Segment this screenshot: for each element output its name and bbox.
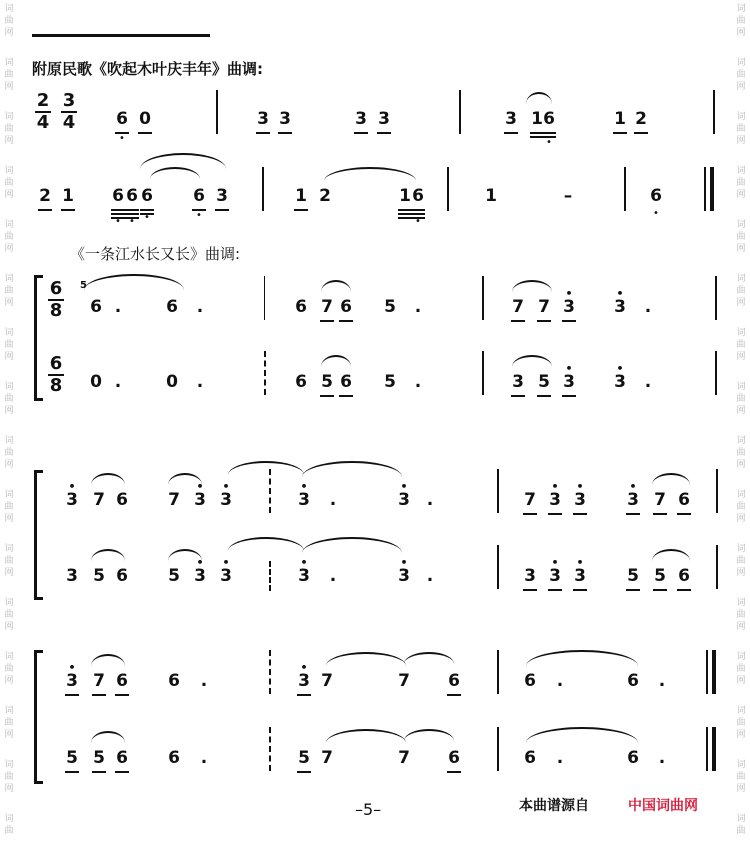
watermark-strip-right bbox=[734, 0, 748, 842]
bar-line bbox=[269, 650, 271, 694]
watermark-glyph: 网 bbox=[4, 676, 14, 686]
low-octave-dot: • bbox=[119, 133, 125, 144]
bar-line bbox=[497, 545, 499, 589]
note: 6 bbox=[541, 108, 557, 130]
watermark-glyph: 词 bbox=[4, 328, 14, 338]
note: • 3 bbox=[561, 296, 577, 318]
note: 6 bbox=[168, 671, 180, 691]
bar-line bbox=[447, 167, 449, 211]
time-signature: 6 8 bbox=[49, 278, 63, 321]
watermark-glyph: 词 bbox=[736, 112, 746, 122]
note: 1 bbox=[485, 186, 497, 206]
watermark-glyph: 词 bbox=[736, 4, 746, 14]
time-signature: 2 4 bbox=[36, 90, 50, 133]
bar-line bbox=[497, 727, 499, 771]
note: 6 bbox=[114, 108, 130, 130]
slur bbox=[652, 473, 690, 485]
note: 3 bbox=[503, 108, 519, 130]
bar-line bbox=[497, 469, 499, 513]
watermark-glyph: 词 bbox=[736, 58, 746, 68]
note: 5 bbox=[91, 747, 107, 769]
dot: . bbox=[556, 671, 564, 691]
note: 6 bbox=[166, 297, 178, 317]
slur bbox=[404, 652, 454, 664]
note: 7 bbox=[398, 671, 410, 691]
note: 6 bbox=[124, 185, 140, 207]
watermark-glyph: 网 bbox=[736, 82, 746, 92]
slur bbox=[140, 153, 226, 169]
note: 6 bbox=[114, 670, 130, 692]
watermark-glyph: 网 bbox=[4, 82, 14, 92]
watermark-glyph: 网 bbox=[736, 28, 746, 38]
note: • 3 bbox=[625, 489, 641, 511]
slur bbox=[526, 650, 638, 666]
watermark-glyph: 词 bbox=[4, 220, 14, 230]
watermark-glyph: 曲 bbox=[736, 340, 746, 350]
watermark-glyph: 网 bbox=[4, 460, 14, 470]
watermark-glyph: 曲 bbox=[736, 772, 746, 782]
note: 6 bbox=[116, 490, 128, 510]
note: 3 bbox=[353, 108, 369, 130]
final-bar-thin bbox=[704, 167, 706, 211]
bar-line bbox=[715, 276, 717, 320]
note: 5 bbox=[64, 747, 80, 769]
dot: . bbox=[644, 297, 652, 317]
low-octave-dot: • bbox=[115, 216, 121, 227]
watermark-glyph: 曲 bbox=[4, 664, 14, 674]
bar-line bbox=[216, 90, 218, 134]
note: 6 bbox=[446, 747, 462, 769]
note: • 3 bbox=[612, 371, 628, 393]
slur bbox=[321, 355, 351, 367]
watermark-glyph: 词 bbox=[4, 760, 14, 770]
watermark-glyph: 网 bbox=[736, 298, 746, 308]
watermark-glyph: 网 bbox=[736, 406, 746, 416]
note: 6 bbox=[295, 297, 307, 317]
note: • 3 bbox=[218, 489, 234, 511]
watermark-glyph: 曲 bbox=[736, 502, 746, 512]
watermark-glyph: 曲 bbox=[4, 772, 14, 782]
final-bar-thick bbox=[712, 650, 716, 694]
watermark-glyph: 词 bbox=[736, 274, 746, 284]
slur bbox=[512, 355, 552, 367]
watermark-glyph: 网 bbox=[736, 622, 746, 632]
final-bar-thick bbox=[710, 167, 714, 211]
watermark-glyph: 网 bbox=[4, 514, 14, 524]
watermark-glyph: 曲 bbox=[736, 826, 746, 836]
grace-note: 5 bbox=[80, 280, 87, 291]
bar-line bbox=[459, 90, 461, 134]
slur bbox=[526, 92, 552, 104]
note: 6 bbox=[410, 185, 426, 207]
slur bbox=[321, 280, 351, 292]
page-number: –5– bbox=[355, 800, 382, 819]
dot: . bbox=[329, 490, 337, 510]
note: 1 bbox=[397, 185, 413, 207]
watermark-glyph: 词 bbox=[736, 328, 746, 338]
watermark-strip-left bbox=[2, 0, 16, 842]
watermark-glyph: 曲 bbox=[736, 70, 746, 80]
watermark-glyph: 网 bbox=[4, 622, 14, 632]
note: 7 bbox=[321, 748, 333, 768]
note: 1 bbox=[612, 108, 628, 130]
slur bbox=[228, 537, 304, 551]
note: • 3 bbox=[296, 489, 312, 511]
watermark-glyph: 词 bbox=[4, 274, 14, 284]
note: 6 bbox=[650, 186, 662, 206]
watermark-glyph: 词 bbox=[4, 544, 14, 554]
bar-line bbox=[713, 90, 715, 134]
watermark-glyph: 词 bbox=[736, 598, 746, 608]
note: 7 bbox=[510, 296, 526, 318]
watermark-glyph: 曲 bbox=[4, 556, 14, 566]
watermark-glyph: 网 bbox=[4, 568, 14, 578]
note: • 3 bbox=[192, 489, 208, 511]
note: 6 bbox=[139, 185, 155, 207]
watermark-glyph: 网 bbox=[736, 514, 746, 524]
watermark-glyph: 网 bbox=[736, 352, 746, 362]
note: 7 bbox=[319, 296, 335, 318]
watermark-glyph: 词 bbox=[736, 760, 746, 770]
bar-line bbox=[264, 276, 265, 320]
final-bar-thick bbox=[712, 727, 716, 771]
watermark-glyph: 曲 bbox=[736, 286, 746, 296]
note: 1 bbox=[60, 185, 76, 207]
watermark-glyph: 词 bbox=[4, 706, 14, 716]
note: 6 bbox=[446, 670, 462, 692]
watermark-glyph: 网 bbox=[736, 676, 746, 686]
watermark-glyph: 词 bbox=[4, 166, 14, 176]
watermark-glyph: 网 bbox=[4, 352, 14, 362]
bar-line bbox=[264, 351, 266, 395]
slur bbox=[228, 461, 304, 475]
source-site-link[interactable]: 中国词曲网 bbox=[628, 798, 698, 814]
dot: . bbox=[196, 297, 204, 317]
watermark-glyph: 曲 bbox=[736, 610, 746, 620]
dot: . bbox=[426, 490, 434, 510]
system-brace bbox=[34, 470, 43, 600]
watermark-glyph: 词 bbox=[736, 436, 746, 446]
dot: . bbox=[658, 671, 666, 691]
note: 6 bbox=[627, 748, 639, 768]
watermark-glyph: 词 bbox=[4, 598, 14, 608]
watermark-glyph: 网 bbox=[4, 136, 14, 146]
note: • 3 bbox=[296, 565, 312, 587]
note: • 3 bbox=[572, 565, 588, 587]
time-signature: 3 4 bbox=[62, 90, 76, 133]
slur bbox=[324, 167, 416, 181]
bar-line bbox=[482, 351, 484, 395]
watermark-glyph: 词 bbox=[736, 652, 746, 662]
note: 3 bbox=[522, 565, 538, 587]
note: • 3 bbox=[612, 296, 628, 318]
note: 6 bbox=[168, 748, 180, 768]
source-label: 本曲谱源自 bbox=[519, 798, 589, 814]
note: 2 bbox=[633, 108, 649, 130]
note: 7 bbox=[398, 748, 410, 768]
watermark-glyph: 网 bbox=[736, 568, 746, 578]
note: 5 bbox=[168, 566, 180, 586]
watermark-glyph: 曲 bbox=[4, 826, 14, 836]
slur bbox=[91, 473, 125, 485]
watermark-glyph: 曲 bbox=[4, 124, 14, 134]
note: 6 bbox=[676, 565, 692, 587]
slur bbox=[302, 461, 402, 477]
note: 7 bbox=[93, 490, 105, 510]
watermark-glyph: 网 bbox=[736, 136, 746, 146]
watermark-glyph: 网 bbox=[4, 730, 14, 740]
low-octave-dot: • bbox=[415, 216, 421, 227]
watermark-glyph: 词 bbox=[4, 58, 14, 68]
note: • 3 bbox=[547, 489, 563, 511]
slur bbox=[91, 731, 125, 743]
watermark-glyph: 曲 bbox=[4, 502, 14, 512]
note: 6 bbox=[110, 185, 126, 207]
note: • 3 bbox=[218, 565, 234, 587]
note: 7 bbox=[321, 671, 333, 691]
note: 3 bbox=[376, 108, 392, 130]
note: 5 bbox=[652, 565, 668, 587]
note: 0 bbox=[90, 372, 102, 392]
watermark-glyph: 词 bbox=[4, 436, 14, 446]
note: 5 bbox=[93, 566, 105, 586]
watermark-glyph: 曲 bbox=[736, 718, 746, 728]
bar-line bbox=[269, 469, 271, 513]
watermark-glyph: 词 bbox=[4, 490, 14, 500]
watermark-glyph: 词 bbox=[736, 706, 746, 716]
system-brace bbox=[34, 650, 43, 784]
bar-line bbox=[269, 727, 271, 771]
time-signature: 6 8 bbox=[49, 353, 63, 396]
slur bbox=[302, 537, 402, 553]
watermark-glyph: 曲 bbox=[736, 394, 746, 404]
note: 7 bbox=[536, 296, 552, 318]
watermark-glyph: 网 bbox=[4, 28, 14, 38]
note: 5 bbox=[384, 372, 396, 392]
dot: . bbox=[196, 372, 204, 392]
note: 5 bbox=[536, 371, 552, 393]
watermark-glyph: 曲 bbox=[736, 232, 746, 242]
note: • 3 bbox=[572, 489, 588, 511]
dot: . bbox=[200, 671, 208, 691]
low-octave-dot: • bbox=[129, 216, 135, 227]
low-octave-dot: • bbox=[144, 212, 150, 223]
bar-line bbox=[716, 469, 718, 513]
watermark-glyph: 词 bbox=[4, 814, 14, 824]
bar-line bbox=[716, 545, 718, 589]
slur bbox=[526, 727, 638, 743]
slur bbox=[404, 729, 454, 741]
watermark-glyph: 曲 bbox=[4, 610, 14, 620]
note: 7 bbox=[91, 670, 107, 692]
slur bbox=[652, 549, 690, 561]
note: 6 bbox=[524, 748, 536, 768]
watermark-glyph: 网 bbox=[4, 244, 14, 254]
watermark-glyph: 曲 bbox=[4, 286, 14, 296]
note: 6 bbox=[338, 296, 354, 318]
note: 6 bbox=[116, 566, 128, 586]
dot: . bbox=[200, 748, 208, 768]
watermark-glyph: 网 bbox=[4, 298, 14, 308]
watermark-glyph: 网 bbox=[4, 784, 14, 794]
watermark-glyph: 曲 bbox=[4, 16, 14, 26]
note: 3 bbox=[255, 108, 271, 130]
note: 3 bbox=[214, 185, 230, 207]
note: • 3 bbox=[547, 565, 563, 587]
note: 6 bbox=[90, 297, 102, 317]
watermark-glyph: 词 bbox=[736, 544, 746, 554]
watermark-glyph: 曲 bbox=[736, 124, 746, 134]
watermark-glyph: 曲 bbox=[4, 718, 14, 728]
note: • 3 bbox=[64, 670, 80, 692]
note: 1 bbox=[529, 108, 545, 130]
watermark-glyph: 曲 bbox=[4, 178, 14, 188]
watermark-glyph: 曲 bbox=[736, 664, 746, 674]
section-title-2: 《一条江水长又长》曲调: bbox=[70, 245, 241, 263]
top-rule bbox=[32, 34, 210, 37]
note: 5 bbox=[319, 371, 335, 393]
note: • 3 bbox=[396, 489, 412, 511]
bar-line bbox=[624, 167, 626, 211]
watermark-glyph: 曲 bbox=[736, 556, 746, 566]
note: 3 bbox=[510, 371, 526, 393]
watermark-glyph: 网 bbox=[4, 190, 14, 200]
note: 3 bbox=[277, 108, 293, 130]
note: 6 bbox=[191, 185, 207, 207]
note: 6 bbox=[295, 372, 307, 392]
bar-line bbox=[269, 561, 271, 591]
watermark-glyph: 曲 bbox=[4, 394, 14, 404]
note: 5 bbox=[625, 565, 641, 587]
note: 5 bbox=[384, 297, 396, 317]
watermark-glyph: 词 bbox=[4, 112, 14, 122]
watermark-glyph: 网 bbox=[736, 784, 746, 794]
watermark-glyph: 曲 bbox=[4, 70, 14, 80]
bar-line bbox=[715, 351, 717, 395]
slur bbox=[84, 274, 184, 290]
note: 6 bbox=[676, 489, 692, 511]
note: 7 bbox=[522, 489, 538, 511]
dot: . bbox=[114, 372, 122, 392]
section-title-1: 附原民歌《吹起木叶庆丰年》曲调: bbox=[32, 60, 264, 78]
note: • 3 bbox=[396, 565, 412, 587]
final-bar-thin bbox=[706, 727, 708, 771]
note: 3 bbox=[66, 566, 78, 586]
dot: . bbox=[414, 372, 422, 392]
low-octave-dot: • bbox=[546, 137, 552, 148]
note: 0 bbox=[137, 108, 153, 130]
note: 6 bbox=[627, 671, 639, 691]
dot: . bbox=[426, 566, 434, 586]
note: • 3 bbox=[192, 565, 208, 587]
slur bbox=[91, 654, 125, 666]
watermark-glyph: 曲 bbox=[4, 448, 14, 458]
dot: . bbox=[329, 566, 337, 586]
bar-line bbox=[497, 650, 499, 694]
watermark-glyph: 网 bbox=[736, 730, 746, 740]
note: – bbox=[563, 186, 573, 206]
slur bbox=[91, 549, 125, 561]
watermark-glyph: 词 bbox=[736, 814, 746, 824]
watermark-glyph: 曲 bbox=[4, 340, 14, 350]
low-octave-dot: • bbox=[653, 208, 659, 219]
bar-line bbox=[262, 167, 264, 211]
note: 6 bbox=[524, 671, 536, 691]
note: 5 bbox=[296, 747, 312, 769]
note: 1 bbox=[293, 185, 309, 207]
watermark-glyph: 词 bbox=[736, 166, 746, 176]
watermark-glyph: 网 bbox=[736, 460, 746, 470]
watermark-glyph: 曲 bbox=[4, 232, 14, 242]
watermark-glyph: 词 bbox=[736, 490, 746, 500]
dot: . bbox=[658, 748, 666, 768]
dot: . bbox=[414, 297, 422, 317]
low-octave-dot: • bbox=[196, 210, 202, 221]
note: 6 bbox=[114, 747, 130, 769]
note: 2 bbox=[37, 185, 53, 207]
note: • 3 bbox=[296, 670, 312, 692]
watermark-glyph: 词 bbox=[4, 4, 14, 14]
watermark-glyph: 曲 bbox=[736, 16, 746, 26]
slur bbox=[512, 280, 552, 292]
note: 7 bbox=[652, 489, 668, 511]
dot: . bbox=[556, 748, 564, 768]
note: • 3 bbox=[561, 371, 577, 393]
watermark-glyph: 词 bbox=[4, 382, 14, 392]
dot: . bbox=[644, 372, 652, 392]
watermark-glyph: 词 bbox=[4, 652, 14, 662]
final-bar-thin bbox=[706, 650, 708, 694]
watermark-glyph: 词 bbox=[736, 220, 746, 230]
watermark-glyph: 曲 bbox=[736, 448, 746, 458]
note: 2 bbox=[319, 186, 331, 206]
slur bbox=[326, 729, 406, 743]
watermark-glyph: 网 bbox=[736, 190, 746, 200]
note: 0 bbox=[166, 372, 178, 392]
note: 6 bbox=[338, 371, 354, 393]
watermark-glyph: 词 bbox=[736, 382, 746, 392]
watermark-glyph: 网 bbox=[736, 244, 746, 254]
slur bbox=[326, 652, 406, 666]
note: 7 bbox=[168, 490, 180, 510]
watermark-glyph: 网 bbox=[4, 406, 14, 416]
watermark-glyph: 曲 bbox=[736, 178, 746, 188]
bar-line bbox=[482, 276, 484, 320]
note: • 3 bbox=[64, 489, 80, 511]
system-brace bbox=[34, 275, 43, 401]
dot: . bbox=[114, 297, 122, 317]
